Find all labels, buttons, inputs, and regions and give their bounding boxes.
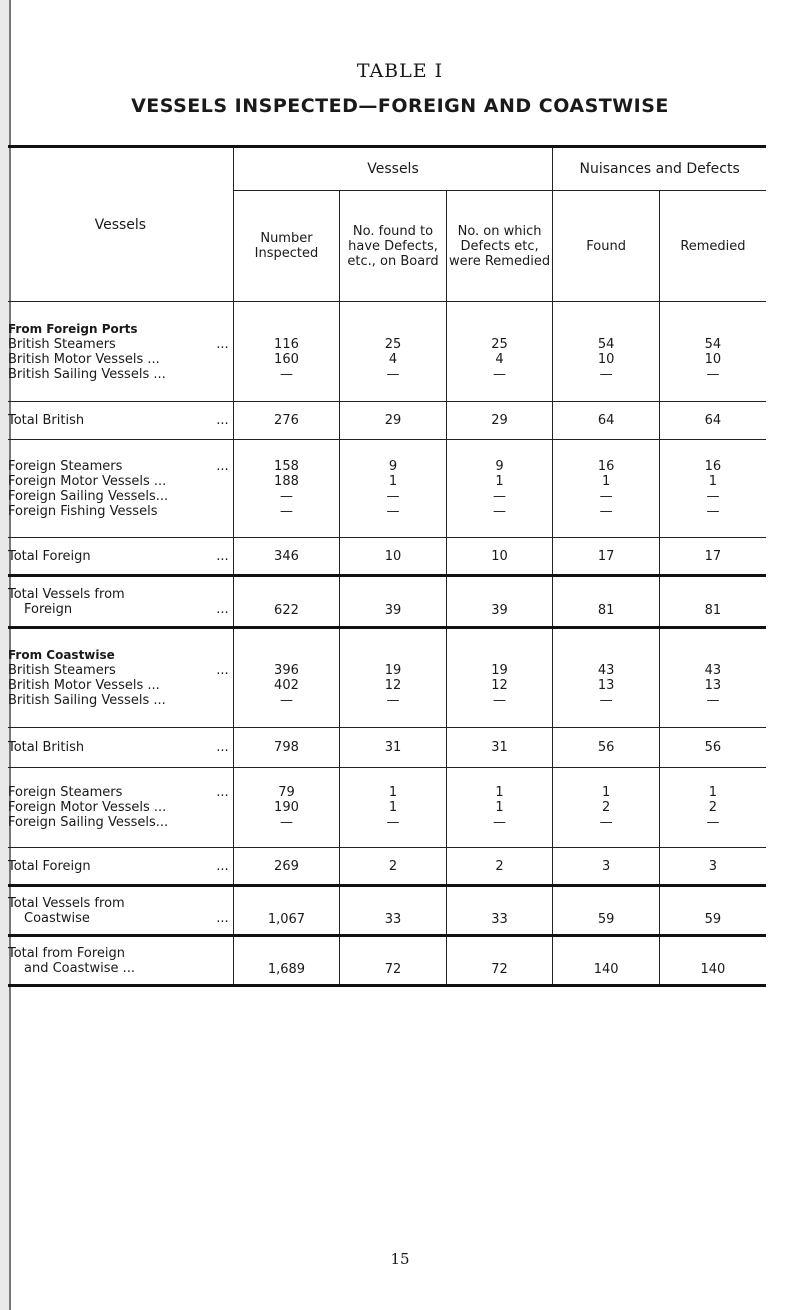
row-label: British Motor Vessels ...: [8, 351, 160, 367]
number-inspected-header: Number Inspected: [233, 191, 340, 302]
table-row-total-british: Total British ... 798 31 31 56 56: [8, 728, 766, 768]
page-number: 15: [390, 1250, 410, 1268]
table-row-total-vessels-foreign: Total Vessels from Foreign ... 622 39 39 81 81: [8, 576, 766, 628]
table-row-grand-total: Total from Foreign and Coastwise ... 1,689 72 72 140 140: [8, 936, 766, 986]
cell: 4: [495, 351, 504, 367]
cell: 54: [704, 336, 722, 352]
table-row-total-vessels-coastwise: Total Vessels from Coastwise ... 1,067 33 33 59 59: [8, 886, 766, 936]
vessels-group-header: Vessels: [233, 147, 553, 191]
cell: —: [706, 366, 720, 382]
nuisances-remedied-header: Remedied: [659, 191, 766, 302]
cell: 54: [597, 336, 615, 352]
cell: 116: [274, 336, 299, 352]
vessels-column-header: Vessels: [94, 216, 147, 233]
vessels-table: [8, 145, 766, 987]
cell: 4: [388, 351, 398, 367]
cell: 10: [597, 351, 615, 367]
table-row-total-british: Total British ... 276 29 29 64 64: [8, 402, 766, 440]
table-subtitle: VESSELS INSPECTED—FOREIGN AND COASTWISE: [131, 95, 669, 117]
row-label: British Steamers ...: [8, 336, 229, 352]
nuisances-group-header: Nuisances and Defects: [553, 147, 766, 191]
table-row-total-foreign: Total Foreign ... 346 10 10 17 17: [8, 538, 766, 576]
nuisances-found-header: Found: [553, 191, 660, 302]
row-label: British Sailing Vessels ...: [8, 366, 166, 382]
foreign-ports-british-group: [8, 302, 766, 402]
cell: —: [493, 366, 507, 382]
cell: —: [279, 366, 293, 382]
table-title: TABLE I: [356, 60, 444, 82]
cell: —: [386, 366, 400, 382]
cell: —: [599, 366, 613, 382]
foreign-ports-foreign-group: Foreign Steamers ... Foreign Motor Vessels ... Foreign Sailing Vessels... Foreign Fishing Vessels 158 188 — — 9 1 — — 9 1 — — 16 1 — — 16 1 — —: [8, 440, 766, 538]
remedied-defects-header: No. on which Defects etc, were Remedied: [446, 191, 553, 302]
coastwise-british-group: From Coastwise British Steamers ... British Motor Vessels ... British Sailing Vessels ... 396 402 — 19 12 — 19 12 — 43 13 — 43 13 —: [8, 628, 766, 728]
coastwise-foreign-group: Foreign Steamers ... Foreign Motor Vessels ... Foreign Sailing Vessels... 79 190 — 1 1 — 1 1 — 1 2 — 1 2 —: [8, 768, 766, 848]
section-title: From Foreign Ports: [8, 321, 138, 336]
found-defects-header: No. found to have Defects, etc., on Board: [340, 191, 447, 302]
section-title: From Coastwise: [8, 648, 115, 662]
cell: 25: [384, 336, 402, 352]
cell: 25: [491, 336, 508, 352]
cell: 160: [274, 351, 299, 367]
cell: 10: [704, 351, 722, 367]
table-row-total-foreign: Total Foreign ... 269 2 2 3 3: [8, 848, 766, 886]
